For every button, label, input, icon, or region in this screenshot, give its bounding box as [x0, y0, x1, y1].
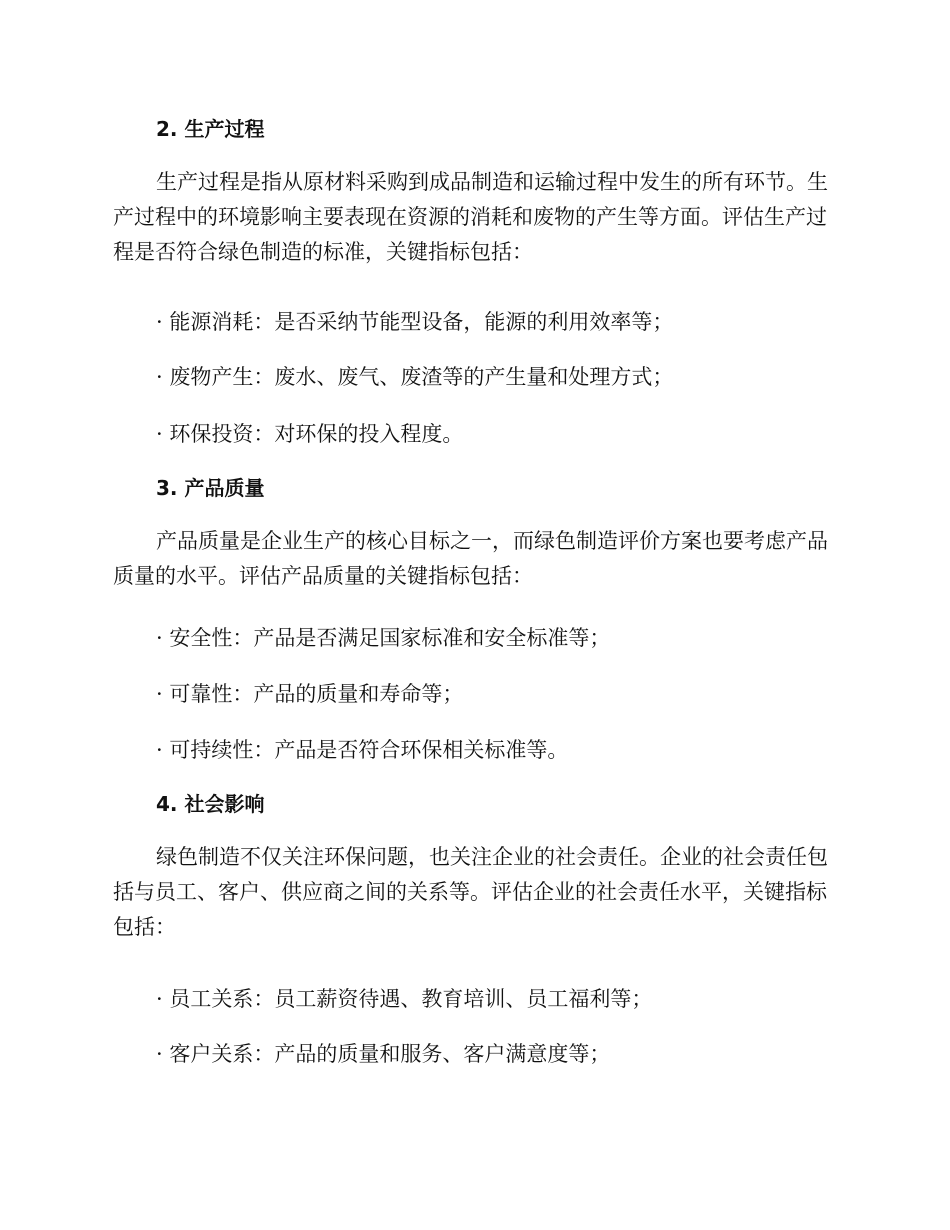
bullet-safety: · 安全性：产品是否满足国家标准和安全标准等； — [156, 626, 611, 650]
section-heading-quality: 3. 产品质量 — [156, 476, 265, 500]
section-heading-production: 2. 生产过程 — [156, 117, 265, 141]
bullet-env-investment: · 环保投资：对环保的投入程度。 — [156, 422, 464, 446]
bullet-employee: · 员工关系：员工薪资待遇、教育培训、员工福利等； — [156, 987, 653, 1011]
bullet-reliability: · 可靠性：产品的质量和寿命等； — [156, 682, 464, 706]
bullet-customer: · 客户关系：产品的质量和服务、客户满意度等； — [156, 1042, 611, 1066]
section-heading-social: 4. 社会影响 — [156, 792, 265, 816]
section-paragraph-production: 生产过程是指从原材料采购到成品制造和运输过程中发生的所有环节。生产过程中的环境影响主要表现在资源的消耗和废物的产生等方面。评估生产过程是否符合绿色制造的标准，关键指标包括： — [113, 170, 828, 264]
section-paragraph-social: 绿色制造不仅关注环保问题，也关注企业的社会责任。企业的社会责任包括与员工、客户、供应商之间的关系等。评估企业的社会责任水平，关键指标包括： — [113, 845, 828, 939]
bullet-waste: · 废物产生：废水、废气、废渣等的产生量和处理方式； — [156, 365, 674, 389]
bullet-sustainability: · 可持续性：产品是否符合环保相关标准等。 — [156, 738, 569, 762]
bullet-energy: · 能源消耗：是否采纳节能型设备，能源的利用效率等； — [156, 310, 674, 334]
section-paragraph-quality: 产品质量是企业生产的核心目标之一，而绿色制造评价方案也要考虑产品质量的水平。评估产品质量的关键指标包括： — [113, 529, 828, 588]
